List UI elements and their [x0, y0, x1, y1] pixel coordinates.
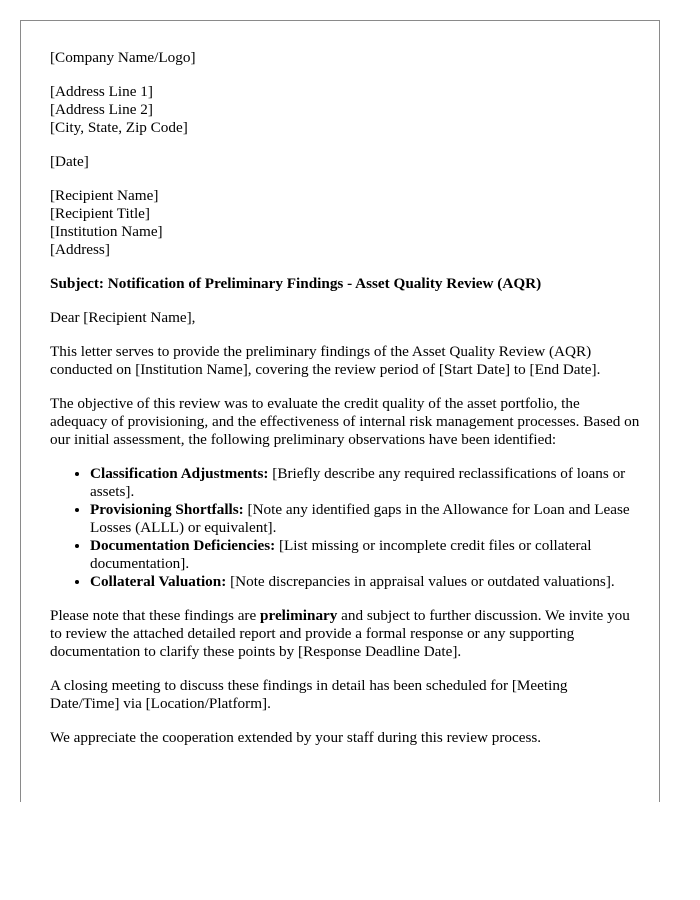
recipient-name: [Recipient Name] — [50, 187, 159, 204]
meeting-paragraph: A closing meeting to discuss these findings in detail has been scheduled for [Meeting Date/Time] via [Location/Platform]. — [50, 677, 568, 712]
finding-text: [List missing or incomplete credit files or collateral documentation]. — [90, 537, 592, 572]
list-item — [90, 573, 640, 591]
findings-list — [50, 465, 640, 591]
note-paragraph — [50, 607, 640, 661]
recipient-institution: [Institution Name] — [50, 223, 163, 240]
finding-title: Collateral Valuation: — [90, 573, 227, 590]
letter-body — [50, 49, 640, 763]
recipient-address: [Address] — [50, 241, 110, 258]
finding-title: Classification Adjustments: — [90, 465, 269, 482]
finding-text: [Note any identified gaps in the Allowance for Loan and Lease Losses (ALLL) or equivalent]. — [90, 501, 630, 536]
recipient-block — [50, 187, 640, 259]
subject-line: Subject: Notification of Preliminary Findings - Asset Quality Review (AQR) — [50, 275, 542, 292]
recipient-title: [Recipient Title] — [50, 205, 150, 222]
intro-paragraph: This letter serves to provide the preliminary findings of the Asset Quality Review (AQR) conducted on [Institution Name], covering the review period of [Start Date] to [End Date]. — [50, 343, 601, 378]
address-city-state-zip: [City, State, Zip Code] — [50, 119, 188, 136]
sender-address — [50, 83, 640, 137]
objective-paragraph: The objective of this review was to evaluate the credit quality of the asset portfolio, the adequacy of provisioning, and the effectiveness of internal risk management processes. Based on our initial assessment, the following preliminary observations have been identified: — [50, 395, 640, 448]
letter-page — [20, 20, 660, 802]
salutation: Dear [Recipient Name], — [50, 309, 196, 326]
note-text-before: Please note that these findings are — [50, 607, 261, 624]
finding-title: Documentation Deficiencies: — [90, 537, 276, 554]
finding-text: [Note discrepancies in appraisal values or outdated valuations]. — [226, 573, 615, 590]
company-name: [Company Name/Logo] — [50, 49, 196, 66]
list-item — [90, 465, 640, 501]
list-item — [90, 537, 640, 573]
letter-date: [Date] — [50, 153, 89, 170]
address-line-2: [Address Line 2] — [50, 101, 153, 118]
finding-title: Provisioning Shortfalls: — [90, 501, 244, 518]
note-emphasis: preliminary — [260, 607, 338, 624]
address-line-1: [Address Line 1] — [50, 83, 153, 100]
list-item — [90, 501, 640, 537]
finding-text: [Briefly describe any required reclassifications of loans or assets]. — [90, 465, 626, 500]
note-text-after: and subject to further discussion. We invite you to review the attached detailed report and provide a formal response or any supporting documentation to clarify these points by [Response Deadline Date]. — [50, 607, 630, 660]
closing-paragraph: We appreciate the cooperation extended by your staff during this review process. — [50, 729, 542, 746]
